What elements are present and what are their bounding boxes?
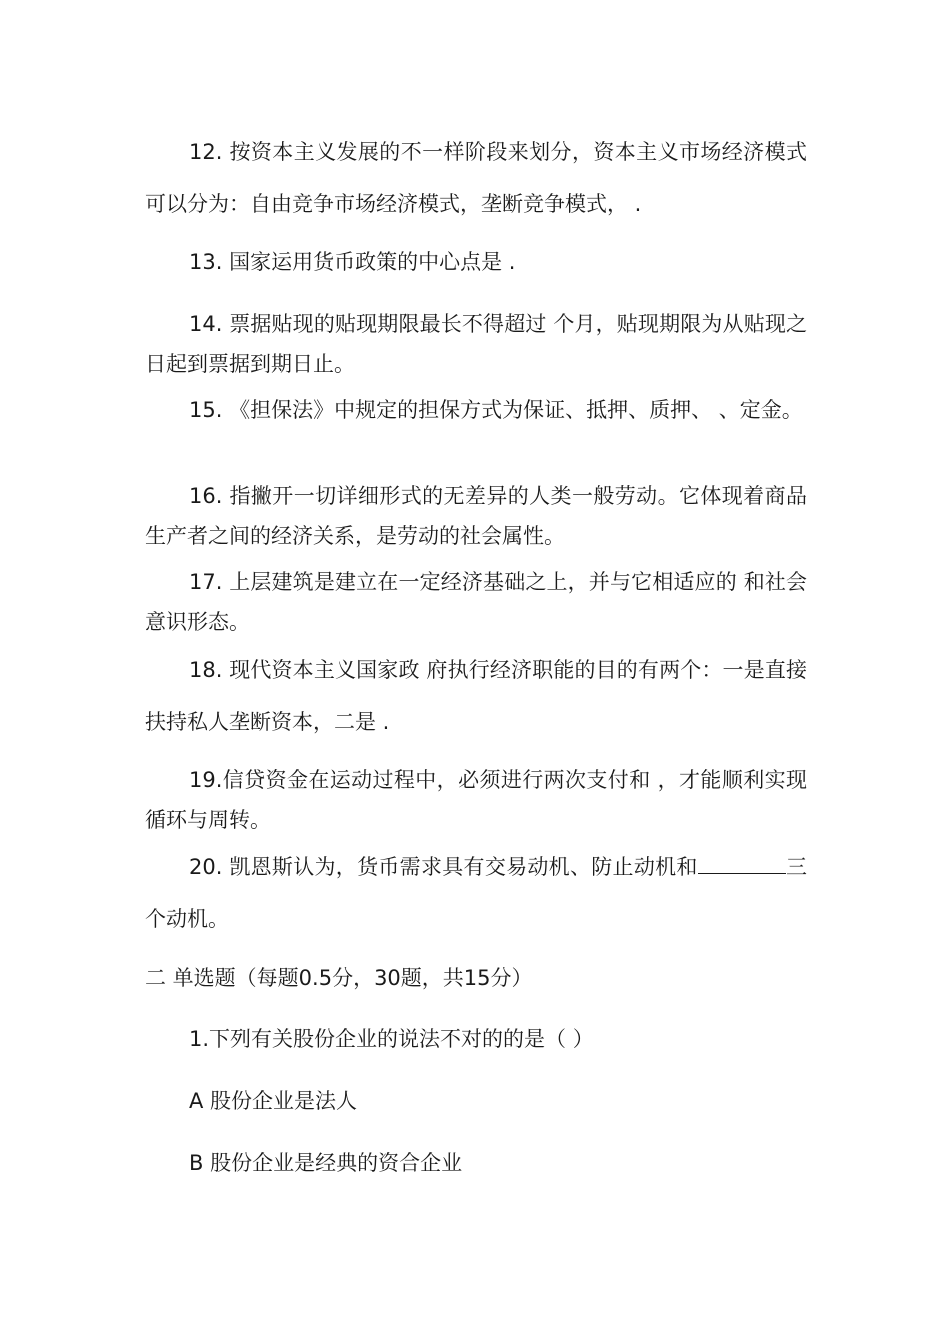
answer-blank-continued (776, 851, 786, 874)
section-heading: 二 单选题（每题0.5分，30题，共15分） (145, 966, 533, 990)
option-b: B 股份企业是经典的资合企业 (189, 1151, 463, 1175)
option-a: A 股份企业是法人 (189, 1089, 358, 1113)
question-20-text: 20. 凯恩斯认为，货币需求具有交易动机、防止动机和 (189, 855, 698, 879)
question-14: 14. 票据贴现的贴现期限最长不得超过 个月，贴现期限为从贴现之日起到票据到期日止。 (145, 312, 807, 376)
question-19: 19.信贷资金在运动过程中，必须进行两次支付和 ，才能顺利实现循环与周转。 (145, 768, 807, 832)
answer-blank (698, 851, 776, 874)
question-12: 12. 按资本主义发展的不一样阶段来划分，资本主义市场经济模式可以分为：自由竞争市场经济模式，垄断竞争模式， . (145, 140, 807, 216)
question-17: 17. 上层建筑是建立在一定经济基础之上，并与它相适应的 和社会意识形态。 (145, 570, 807, 634)
question-16: 16. 指撇开一切详细形式的无差异的人类一般劳动。它体现着商品生产者之间的经济关系，是劳动的社会属性。 (145, 484, 807, 548)
mc-question-1: 1.下列有关股份企业的说法不对的的是（ ） (189, 1027, 594, 1051)
question-13: 13. 国家运用货币政策的中心点是 . (189, 250, 516, 274)
question-20 (145, 841, 807, 945)
question-15: 15. 《担保法》中规定的担保方式为保证、抵押、质押、 、定金。 (189, 398, 803, 422)
question-20-text-end: 三个动机。 (145, 855, 808, 931)
question-18: 18. 现代资本主义国家政 府执行经济职能的目的有两个：一是直接扶持私人垄断资本，二是 . (145, 658, 807, 734)
